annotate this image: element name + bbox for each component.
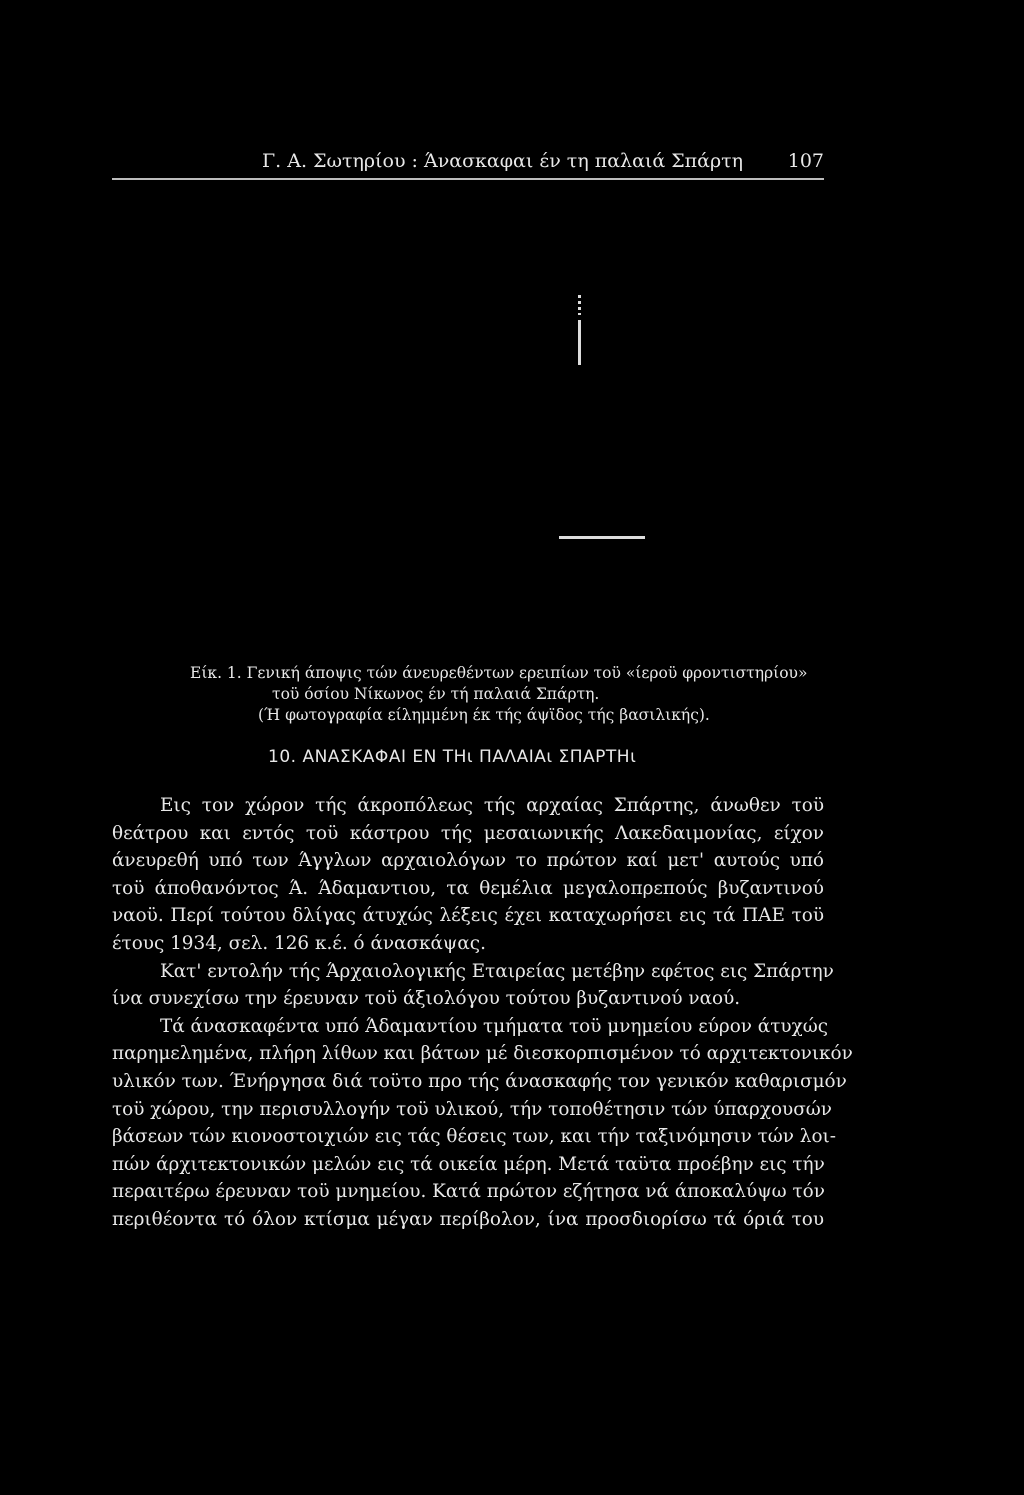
caption-line-2: τοϋ όσίου Νίκωνος έν τή παλαιά Σπάρτη. [272,685,600,703]
figure-photo [112,190,824,650]
header-rule [112,178,824,180]
page-number: 107 [787,150,824,172]
photo-mark-horizontal [559,536,645,539]
body-line: τοϋ άποθανόντος Ά. Άδαμαντιου, τα θεμέλια μεγαλοπρεπούς βυζαντινού [112,877,824,899]
running-title: Γ. Α. Σωτηρίου : Άνασκαφαι έν τη παλαιά Σπάρτη [262,150,744,172]
body-line: Εις τον χώρον τής άκροπόλεως τής αρχαίας Σπάρτης, άνωθεν τοϋ [160,795,824,816]
body-line: υλικόν των. Ένήργησα διά τοϋτο προ τής άνασκαφής τον γενικόν καθαρισμόν [112,1070,847,1092]
caption-line-3: (Ή φωτογραφία είλημμένη έκ τής άψϊδος τής βασιλικής). [258,706,710,724]
body-line: ναοϋ. Περί τούτου δλίγας άτυχώς λέξεις έχει καταχωρήσει εις τά ΠΑΕ τοϋ [112,905,824,927]
body-line: ίνα συνεχίσω την έρευναν τοϋ άξιολόγου τούτου βυζαντινού ναού. [112,988,741,1010]
caption-line-1: Είκ. 1. Γενική άποψις τών άνευρεθέντων ερειπίων τοϋ «ίεροϋ φροντιστηρίου» [190,664,808,682]
body-text [112,792,853,1234]
photo-mark-dashes [578,295,581,315]
body-line: άνευρεθή υπό των Άγγλων αρχαιολόγων το πρώτον καί μετ' αυτούς υπό [112,850,824,872]
body-line: Κατ' εντολήν τής Άρχαιολογικής Εταιρείας μετέβην εφέτος εις Σπάρτην [160,960,834,982]
photo-mark-vertical [578,320,581,365]
body-line: έτους 1934, σελ. 126 κ.έ. ό άνασκάψας. [112,932,486,954]
body-line: βάσεων τών κιονοστοιχιών εις τάς θέσεις των, και τήν ταξινόμησιν τών λοι- [112,1126,836,1148]
body-line: θεάτρου και εντός τοϋ κάστρου τής μεσαιωνικής Λακεδαιμονίας, είχον [112,822,824,844]
body-line: παρημελημένα, πλήρη λίθων και βάτων μέ διεσκορπισμένον τό αρχιτεκτονικόν [112,1043,853,1065]
section-heading: 10. ΑΝΑΣΚΑΦΑΙ ΕΝ ΤΗι ΠΑΛΑΙΑι ΣΠΑΡΤΗι [268,747,637,767]
figure-caption [190,663,830,726]
body-line: Τά άνασκαφέντα υπό Άδαμαντίου τμήματα τοϋ μνημείου εύρον άτυχώς [160,1015,829,1037]
page-header [112,150,824,180]
body-line: τοϋ χώρου, την περισυλλογήν τοϋ υλικού, τήν τοποθέτησιν τών ύπαρχουσών [112,1098,832,1120]
body-line: περιθέοντα τό όλον κτίσμα μέγαν περίβολον, ίνα προσδιορίσω τά όριά του [112,1208,824,1230]
body-line: περαιτέρω έρευναν τοϋ μνημείου. Κατά πρώτον εζήτησα νά άποκαλύψω τόν [112,1181,825,1203]
body-line: πών άρχιτεκτονικών μελών εις τά οικεία μέρη. Μετά ταϋτα προέβην εις τήν [112,1153,825,1175]
